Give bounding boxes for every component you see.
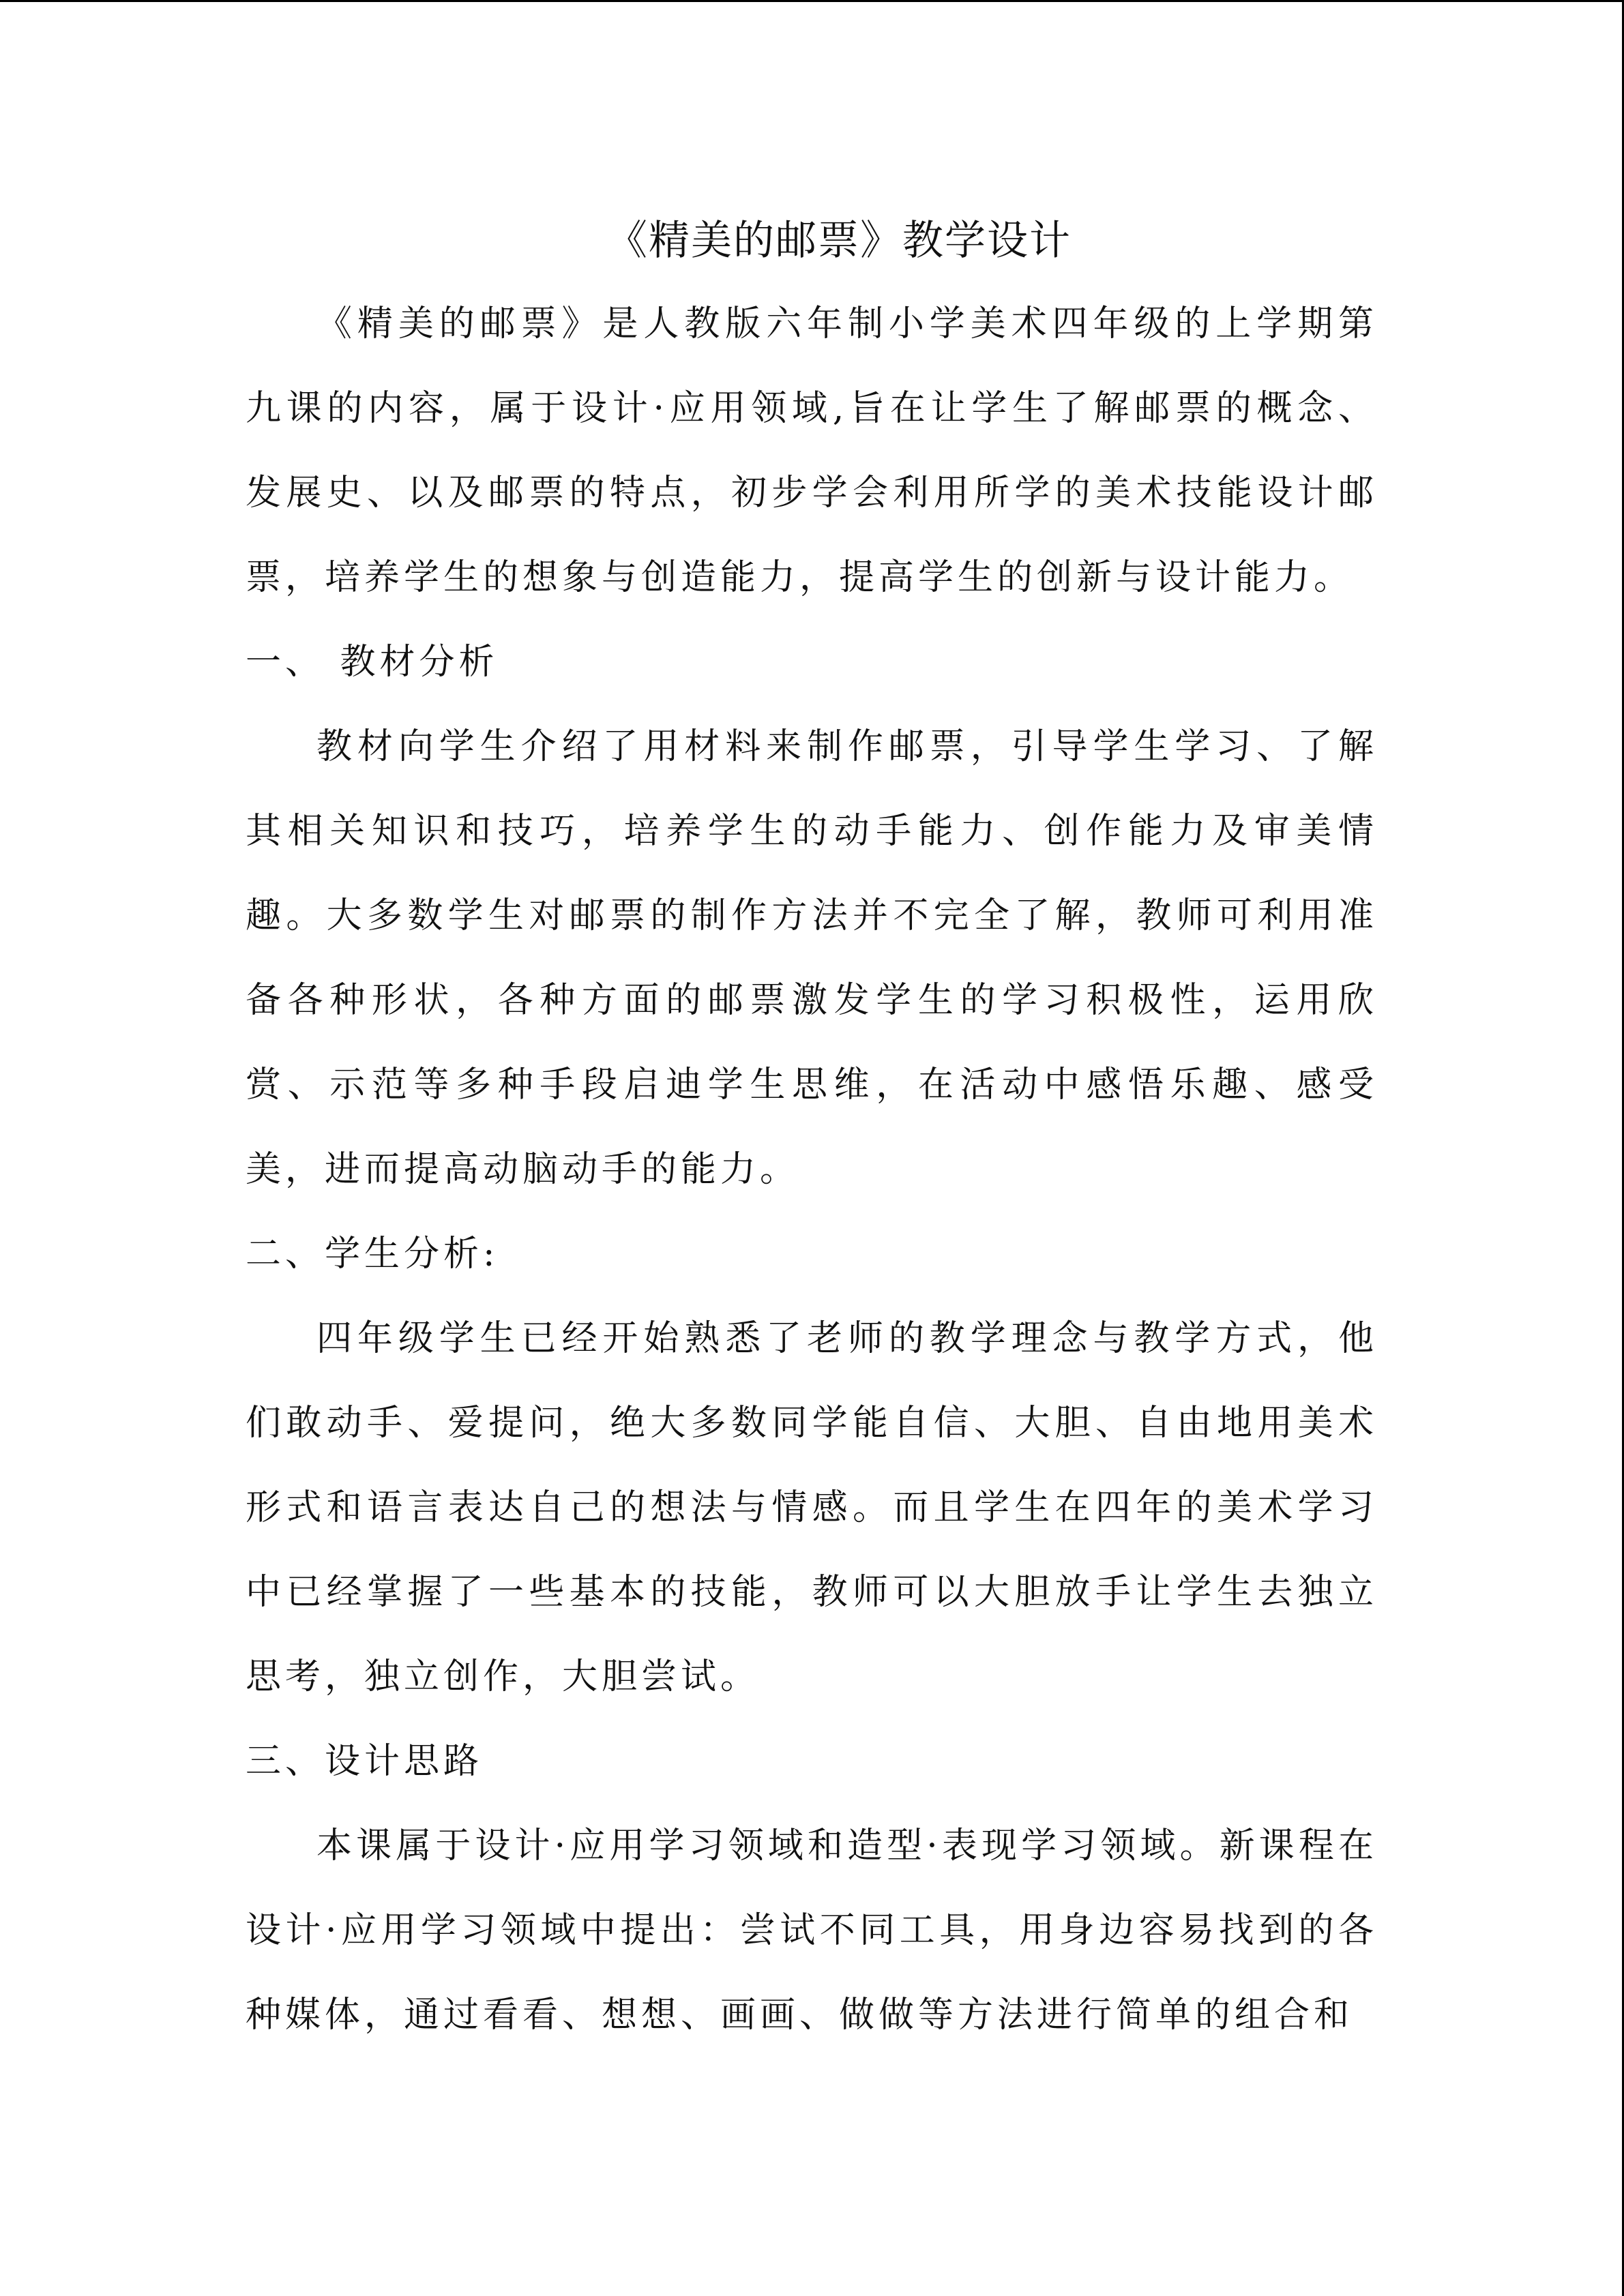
section-body-design-ideas: 本课属于设计·应用学习领域和造型·表现学习领域。新课程在设计·应用学习领域中提出：尝试不同工具，用身边容易找到的各种媒体，通过看看、想想、画画、做做等方法进行简单的组合和 <box>246 1825 1378 2036</box>
section-heading-design-ideas: 三、设计思路 <box>246 1741 484 1782</box>
document-title: 《精美的邮票》教学设计 <box>606 217 1072 265</box>
section-body-student-analysis: 四年级学生已经开始熟悉了老师的教学理念与教学方式，他们敢动手、爱提问，绝大多数同学能自信、大胆、自由地用美术形式和语言表达自己的想法与情感。而且学生在四年的美术学习中已经掌握了一些基本的技能，教师可以大胆放手让学生去独立思考，独立创作，大胆尝试。 <box>246 1318 1378 1697</box>
intro-paragraph: 《精美的邮票》是人教版六年制小学美术四年级的上学期第九课的内容，属于设计·应用领域,旨在让学生了解邮票的概念、发展史、以及邮票的特点，初步学会利用所学的美术技能设计邮票，培养学生的想象与创造能力，提高学生的创新与设计能力。 <box>246 303 1378 598</box>
document-content <box>246 207 1378 2057</box>
section-heading-student-analysis: 二、学生分析: <box>246 1234 499 1274</box>
section-body-textbook-analysis: 教材向学生介绍了用材料来制作邮票，引导学生学习、了解其相关知识和技巧，培养学生的动手能力、创作能力及审美情趣。大多数学生对邮票的制作方法并不完全了解，教师可利用准备各种形状，各种方面的邮票激发学生的学习积极性，运用欣赏、示范等多种手段启迪学生思维，在活动中感悟乐趣、感受美，进而提高动脑动手的能力。 <box>246 726 1378 1190</box>
section-heading-textbook-analysis: 一、 教材分析 <box>246 642 499 683</box>
